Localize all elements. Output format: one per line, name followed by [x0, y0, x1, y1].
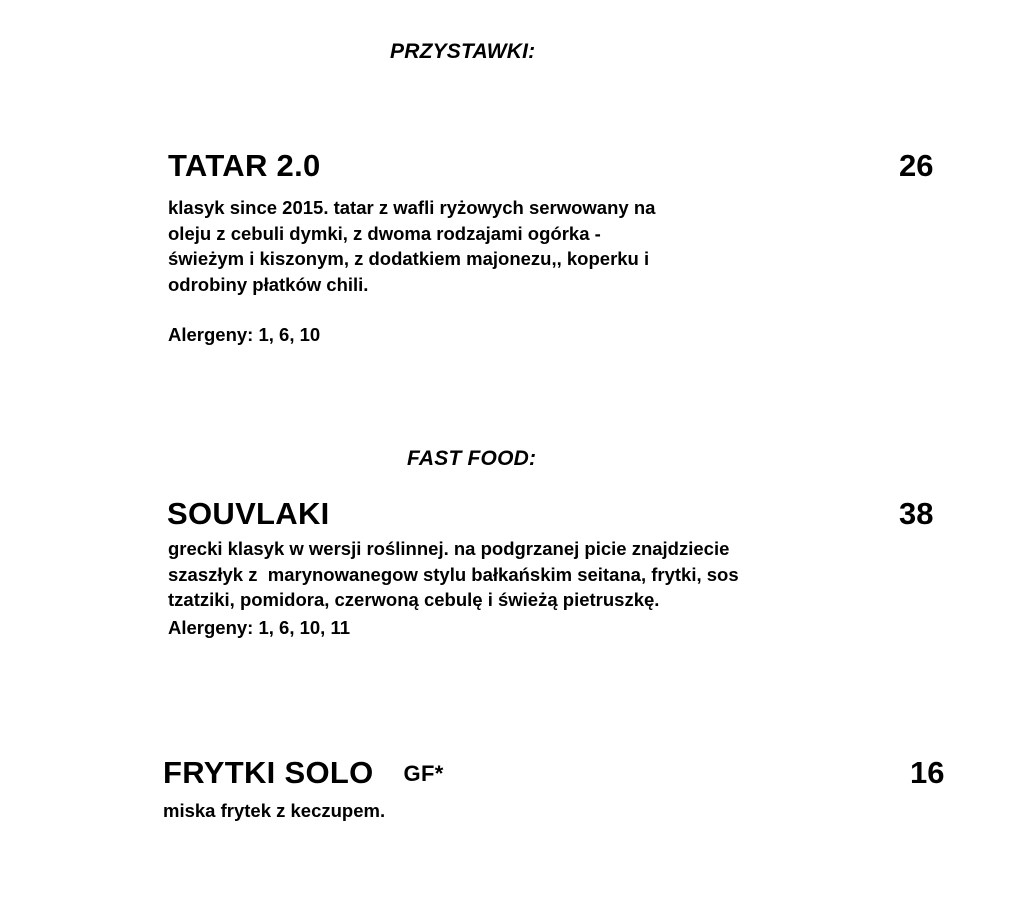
item-name	[163, 755, 444, 791]
gluten-free-tag: GF*	[403, 761, 444, 786]
description-line: szaszłyk z marynowanegow stylu bałkańskim seitana, frytki, sos	[168, 563, 739, 585]
description-line: klasyk since 2015. tatar z wafli ryżowych serwowany na	[168, 197, 656, 218]
item-description	[163, 798, 385, 824]
item-description	[168, 536, 739, 613]
item-allergens: Alergeny: 1, 6, 10	[168, 324, 321, 345]
item-name: SOUVLAKI	[167, 496, 330, 531]
section-title-fast-food: FAST FOOD:	[407, 447, 537, 470]
description-line: świeżym i kiszonym, z dodatkiem majonezu,, koperku i	[168, 248, 650, 269]
section-title-przystawki: PRZYSTAWKI:	[390, 40, 536, 63]
item-description	[168, 195, 655, 297]
item-price: 38	[899, 496, 934, 531]
description-line: miska frytek z keczupem.	[163, 800, 386, 821]
item-allergens: Alergeny: 1, 6, 10, 11	[168, 617, 351, 638]
description-line: grecki klasyk w wersji roślinnej. na podgrzanej picie znajdziecie	[168, 538, 730, 559]
item-name-text: FRYTKI SOLO	[163, 755, 374, 790]
description-line: oleju z cebuli dymki, z dwoma rodzajami ogórka -	[168, 222, 601, 244]
item-price: 16	[910, 755, 945, 790]
item-name: TATAR 2.0	[168, 148, 321, 183]
item-price: 26	[899, 148, 934, 183]
description-line: odrobiny płatków chili.	[168, 273, 369, 295]
description-line: tzatziki, pomidora, czerwoną cebulę i świeżą pietruszkę.	[168, 589, 660, 610]
